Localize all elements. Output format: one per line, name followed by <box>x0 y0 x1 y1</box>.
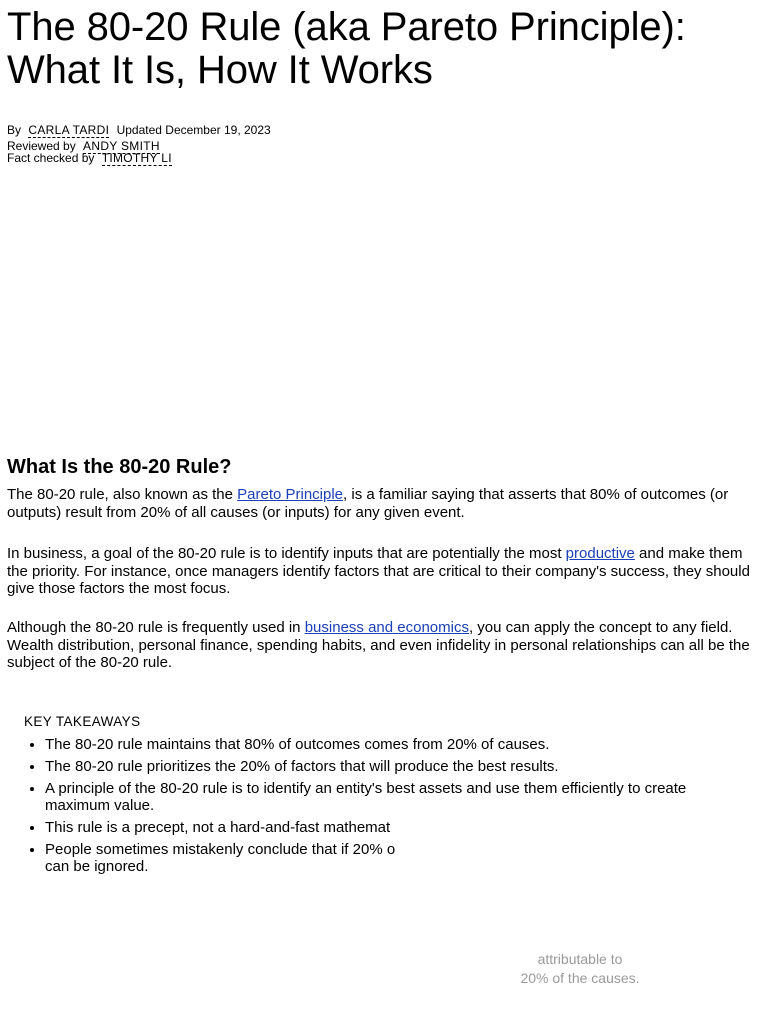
chart-caption-line: attributable to <box>537 951 623 967</box>
paragraph-text: The 80-20 rule, also known as the <box>7 486 238 503</box>
productive-link[interactable]: productive <box>565 545 635 562</box>
byline-factcheck-row <box>7 152 407 165</box>
paragraph-2 <box>7 545 765 598</box>
fact-checker-link[interactable]: TIMOTHY LI <box>101 151 172 165</box>
updated-date: Updated December 19, 2023 <box>116 123 271 137</box>
paragraph-text: In business, a goal of the 80-20 rule is to identify inputs that are potentially the most <box>7 545 566 562</box>
byline-author-row <box>7 124 407 137</box>
paragraph-text: , is a familiar saying that asserts that 80% of outcomes (or outputs) result from 20% of all causes (or inputs) for any given event. <box>7 486 729 521</box>
list-item <box>45 819 744 836</box>
chart-caption-line: 20% of the causes. <box>520 970 640 986</box>
list-item: • The 80-20 rule prioritizes the 20% of factors that will produce the best results. <box>45 758 744 775</box>
list-item-text: People sometimes mistakenly conclude that if 20% o <box>45 841 396 858</box>
reviewer-link[interactable]: ANDY SMITH <box>83 139 160 153</box>
list-item <box>45 841 744 875</box>
paragraph-3 <box>7 619 765 672</box>
list-item: • A principle of the 80-20 rule is to identify an entity's best assets and use them efficiently to create maximum value. <box>45 780 744 814</box>
reviewed-label: Reviewed by <box>7 139 76 153</box>
paragraph-1 <box>7 486 765 521</box>
key-takeaways-title: KEY TAKEAWAYS <box>24 714 141 729</box>
key-takeaways-list <box>24 736 744 875</box>
pareto-principle-link[interactable]: Pareto Principle <box>237 486 344 503</box>
article-title: The 80-20 Rule (aka Pareto Principle): What It Is, How It Works <box>7 5 686 92</box>
byline <box>7 124 407 165</box>
list-item: • The 80-20 rule maintains that 80% of outcomes comes from 20% of causes. <box>45 736 744 753</box>
fact-checked-label: Fact checked by <box>7 151 95 165</box>
list-item-text: This rule is a precept, not a hard-and-fast mathemat <box>45 819 391 836</box>
business-economics-link[interactable]: business and economics <box>304 619 469 636</box>
author-link[interactable]: CARLA TARDI <box>28 123 110 137</box>
by-label: By <box>7 123 22 137</box>
paragraph-text: and make them the priority. For instance, once managers identify factors that are critical to their company's success, they should give those factors the most focus. <box>7 545 750 597</box>
paragraph-text: , you can apply the concept to any field. Wealth distribution, personal finance, spending habits, and even infidelity in personal relationships can all be the subject of the 80-20 rule. <box>7 619 750 671</box>
key-takeaways <box>24 714 744 880</box>
chart-caption <box>505 950 655 988</box>
paragraph-text: Although the 80-20 rule is frequently used in <box>7 619 305 636</box>
list-item-text-tail: can be ignored. <box>45 858 149 875</box>
section-heading: What Is the 80-20 Rule? <box>7 456 232 478</box>
